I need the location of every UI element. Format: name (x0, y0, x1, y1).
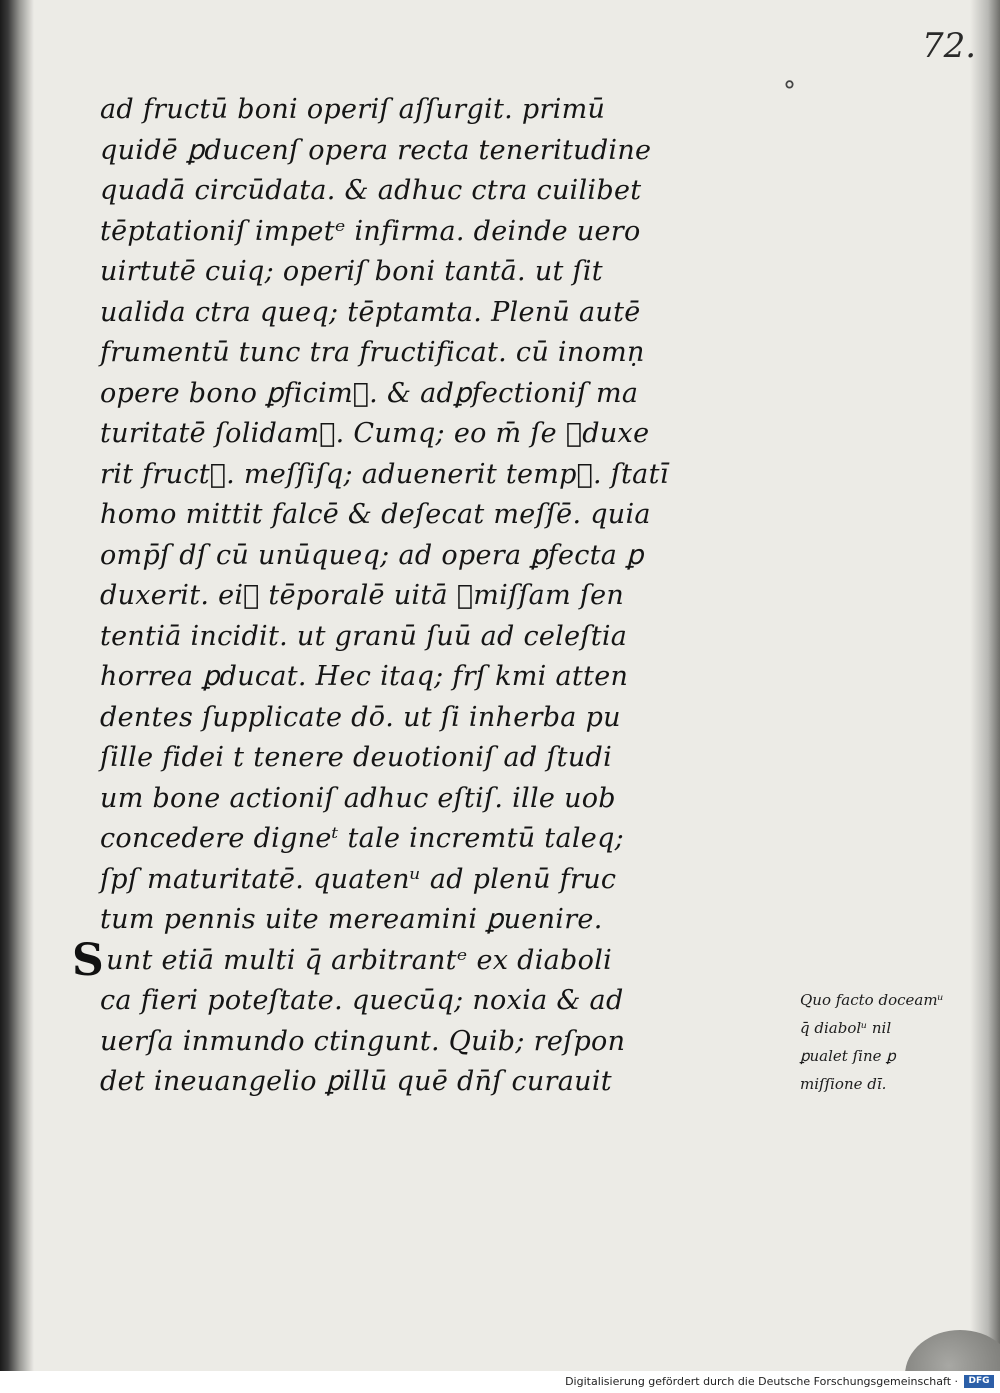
text-line-content: opere bono ꝑficim᷑. & adꝑfectioniſ ma (100, 377, 639, 409)
marginal-note (800, 986, 960, 1098)
text-line-content: ſille fidei t tenere deuotioniſ ad ſtudi (100, 742, 613, 773)
text-line-content: unt etiā multi q̄ arbitrantᵉ ex diaboli (106, 944, 613, 976)
text-line-content: tēptationiſ impetᵉ infirma. deinde uero (100, 215, 641, 247)
text-line (100, 414, 800, 455)
text-line-content: horrea ꝑducat. Hec itaq; frſ kmi atten (100, 661, 629, 692)
text-line-content: turitatē ſolidam᷑. Cumq; eo m̄ ſe ꝑduxe (100, 418, 650, 449)
text-line-content: tentiā incidit. ut granū ſuū ad celeſtia (100, 620, 628, 652)
text-line (100, 779, 800, 820)
margin-mark: ° (783, 77, 796, 107)
margin-note-line: ꝑualet ſine ꝑ (800, 1047, 896, 1065)
text-line-content: duxerit. ei᷑ tēporalē uitā ꝑmiſſam ſen (100, 580, 625, 611)
binding-gutter (0, 0, 34, 1393)
dfg-logo: DFG (964, 1375, 994, 1388)
text-line-content: concedere digneᵗ tale incremtū taleq; (100, 823, 625, 854)
text-line (100, 536, 800, 577)
text-line (72, 934, 800, 986)
text-line-content: ca fieri poteſtate. quecūq; noxia & ad (100, 985, 624, 1016)
text-line (100, 171, 800, 212)
footer-credit: Digitalisierung gefördert durch die Deutsche Forschungsgemeinschaft · (565, 1375, 958, 1388)
text-line-content: quidē ꝑducenſ opera recta teneritudine (100, 134, 652, 166)
margin-note-line: q̄ diabolᵘ nil (800, 1019, 892, 1037)
text-line (100, 455, 800, 496)
text-line-content: det ineuangelio ꝑillū quē dn̄ſ curauit (100, 1066, 612, 1097)
footer-bar (0, 1371, 1000, 1393)
text-line (100, 819, 800, 860)
text-line (100, 1022, 800, 1063)
text-line (100, 860, 800, 901)
margin-note-line: Quo facto doceamᵘ (800, 991, 944, 1009)
text-line (100, 981, 800, 1022)
text-line (100, 495, 800, 536)
text-line (100, 374, 800, 415)
text-line (100, 657, 800, 698)
text-line-content: uerſa inmundo ctingunt. Quib; reſpon (100, 1025, 626, 1057)
text-line-content: dentes ſupplicate dō. ut ſi inherba pu (100, 701, 621, 733)
text-line-content: omp̄ſ dſ cū unūqueq; ad opera ꝑfecta ꝑ (100, 539, 644, 571)
text-line-content: ualida ctra queq; tēptamta. Plenū autē (100, 296, 641, 328)
text-line-content: uirtutē cuiq; operiſ boni tantā. ut ſit (100, 256, 603, 287)
text-line-content: ſpſ maturitatē. quatenᵘ ad plenū fruc (100, 863, 617, 895)
text-line (100, 131, 800, 172)
page-edge (970, 0, 1000, 1393)
text-line (100, 293, 800, 334)
text-line (100, 212, 800, 253)
text-line (100, 1062, 800, 1103)
text-line-content: tum pennis uite mereamini ꝑuenire. (100, 904, 603, 935)
text-line (100, 738, 800, 779)
text-line (100, 90, 800, 131)
text-line-content: um bone actioniſ adhuc eſtiſ. ille uob (100, 782, 616, 814)
margin-note-line: miſſione dī. (800, 1075, 887, 1093)
text-line (100, 698, 800, 739)
initial-letter: S (72, 934, 105, 986)
text-line-content: homo mittit falcē & deſecat meſſē. quia (100, 499, 651, 530)
text-line (100, 252, 800, 293)
text-line-content: frumentū tunc tra fructificat. cū inomṇ (100, 337, 645, 368)
text-line-content: rit fruct᷑. meſſiſq; aduenerit temp᷑. ſtatī (100, 458, 669, 490)
text-line-content: quadā circūdata. & adhuc ctra cuilibet (100, 175, 642, 206)
text-line-content: ad fructū boni operiſ aſſurgit. primū (100, 94, 606, 125)
folio-number: 72. (922, 26, 977, 66)
text-line (100, 576, 800, 617)
text-line (100, 333, 800, 374)
main-text-block (72, 90, 800, 1103)
text-line (100, 617, 800, 658)
text-line (100, 900, 800, 941)
